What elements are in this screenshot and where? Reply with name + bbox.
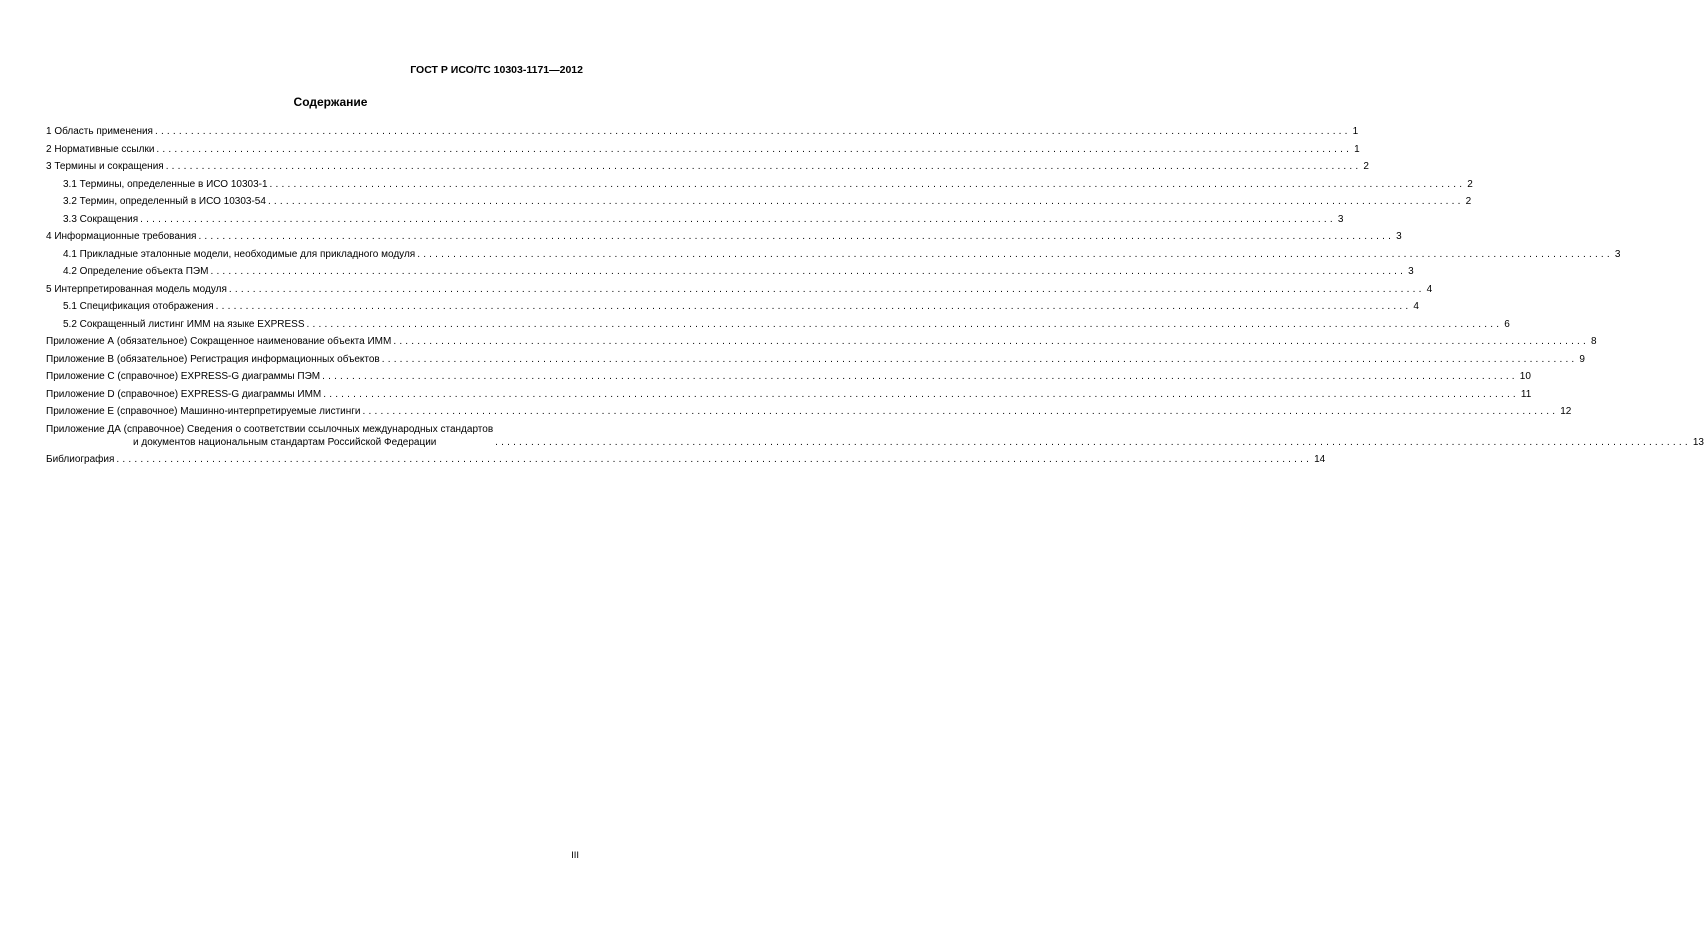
toc-entry-page: 11 (1520, 388, 1532, 400)
toc-entry-label: 3.2 Термин, определенный в ИСО 10303-54 (63, 196, 266, 207)
toc-entry-page: 2 (1467, 178, 1473, 190)
toc-entry[interactable] (46, 195, 1472, 208)
toc-entry-page: 2 (1465, 196, 1472, 207)
toc-entry-label: 1 Область применения (46, 126, 153, 137)
toc-leader-dots: ........................................................................................................................................................................................................ (210, 266, 1407, 277)
toc-entry-label: Приложение Е (справочное) Машинно-интерпретируемые листинги (46, 406, 361, 417)
toc-entry[interactable] (46, 388, 1532, 401)
toc-entry-label: 4.2 Определение объекта ПЭМ (63, 266, 209, 277)
toc-entry-label: 3.1 Термины, определенные в ИСО 10303-1 (63, 178, 268, 190)
page-number: III (571, 850, 579, 861)
toc-leader-dots: ........................................................................................................................................................................................................ (154, 126, 1351, 137)
toc-entry-page: 12 (1560, 406, 1572, 417)
toc-entry[interactable] (46, 178, 1473, 191)
toc-leader-dots: ........................................................................................................................................................................................................ (156, 143, 1353, 155)
toc-entry-page: 13 (1692, 436, 1704, 448)
toc-entry-appendix-da[interactable] (46, 423, 1704, 449)
toc-entry-label: Приложение С (справочное) EXPRESS-G диаграммы ПЭМ (46, 371, 321, 382)
toc-entry[interactable] (46, 300, 1419, 313)
toc-entry-label: 3 Термины и сокращения (46, 161, 164, 172)
toc-leader-dots: ........................................................................................................................................................................................................ (362, 406, 1559, 417)
toc-leader-dots: ........................................................................................................................................................................................................ (306, 318, 1503, 330)
toc-entry-page: 14 (1314, 454, 1326, 465)
toc-leader-dots: ........................................................................................................................................................................................................ (116, 454, 1313, 465)
toc-entry-page: 3 (1396, 231, 1402, 242)
toc-entry-label: 2 Нормативные ссылки (46, 143, 155, 155)
toc-entry[interactable] (46, 160, 1369, 173)
toc-entry-label: 4.1 Прикладные эталонные модели, необходимые для прикладного модуля (63, 248, 416, 260)
toc-entry-label: 5 Интерпретированная модель модуля (46, 283, 227, 295)
toc-entry-label: Приложение В (обязательное) Регистрация информационных объектов (46, 353, 380, 365)
toc-entry[interactable] (46, 405, 1572, 418)
toc-entry[interactable] (46, 143, 1360, 156)
toc-entry[interactable] (46, 248, 1621, 261)
toc-entry-label: 3.3 Сокращения (63, 213, 139, 225)
toc-leader-dots: ........................................................................................................................................................................................................ (381, 353, 1578, 365)
toc-leader-dots: ........................................................................................................................................................................................................ (323, 388, 1519, 400)
toc-entry-page: 3 (1614, 248, 1621, 260)
toc-entry[interactable] (46, 335, 1597, 348)
document-code: ГОСТ Р ИСО/ТС 10303-1171—2012 (410, 64, 583, 76)
toc-entry-page: 3 (1337, 213, 1344, 225)
toc-entry-label-line2: и документов национальным стандартам Российской Федерации (133, 436, 437, 448)
toc-entry-page: 10 (1519, 371, 1531, 382)
toc-entry-label: Приложение D (справочное) EXPRESS-G диаграммы ИММ (46, 388, 322, 400)
toc-entry-page: 9 (1579, 353, 1585, 365)
toc-entry[interactable] (46, 213, 1344, 226)
toc-leader-dots: ........................................................................................................................................................................................................ (215, 301, 1412, 312)
toc-entry[interactable] (46, 318, 1510, 331)
toc-entry-page: 8 (1591, 336, 1597, 347)
toc-leader-dots: ........................................................................................................................................................................................................ (322, 371, 1518, 382)
toc-entry-page: 1 (1352, 126, 1359, 137)
toc-entry-page: 3 (1408, 266, 1414, 277)
toc-leader-dots: ........................................................................................................................................................................................................ (228, 283, 1425, 295)
toc-entry-label: 5.1 Спецификация отображения (63, 301, 214, 312)
toc-leader-dots: ........................................................................................................................................................................................................ (140, 213, 1336, 225)
toc-entry-label: 5.2 Сокращенный листинг ИММ на языке EXPRESS (63, 318, 305, 330)
toc-entry-page: 6 (1504, 318, 1510, 330)
toc-entry-page: 2 (1363, 161, 1369, 172)
toc-entry[interactable] (46, 125, 1359, 138)
toc-entry[interactable] (46, 230, 1402, 243)
toc-leader-dots: ........................................................................................................................................................................................................ (198, 231, 1395, 242)
toc-entry-label: Библиография (46, 454, 115, 465)
toc-entry[interactable] (46, 370, 1531, 383)
toc-leader-dots: ........................................................................................................................................................................................................ (417, 248, 1613, 260)
toc-leader-dots: ........................................................................................................................................................................................................ (269, 178, 1466, 190)
toc-entry-label: Приложение А (обязательное) Сокращенное наименование объекта ИММ (46, 336, 392, 347)
toc-entry-page: 4 (1426, 283, 1433, 295)
toc-leader-dots: ........................................................................................................................................................................................................ (165, 161, 1362, 172)
toc-entry-page: 1 (1354, 143, 1360, 155)
toc-entry-bibliography[interactable] (46, 453, 1326, 466)
table-of-contents (46, 125, 1704, 471)
toc-entry-label: 4 Информационные требования (46, 231, 197, 242)
toc-entry-page: 4 (1413, 301, 1419, 312)
toc-leader-dots: ........................................................................................................................................................................................................ (495, 436, 1691, 448)
toc-entry[interactable] (46, 265, 1414, 278)
toc-leader-dots: ........................................................................................................................................................................................................ (267, 196, 1464, 207)
toc-entry-label-line1: Приложение ДА (справочное) Сведения о соответствии ссылочных международных стандартов (46, 423, 494, 435)
toc-title: Содержание (293, 95, 368, 109)
toc-entry[interactable] (46, 283, 1433, 296)
toc-leader-dots: ........................................................................................................................................................................................................ (393, 336, 1590, 347)
toc-entry[interactable] (46, 353, 1585, 366)
